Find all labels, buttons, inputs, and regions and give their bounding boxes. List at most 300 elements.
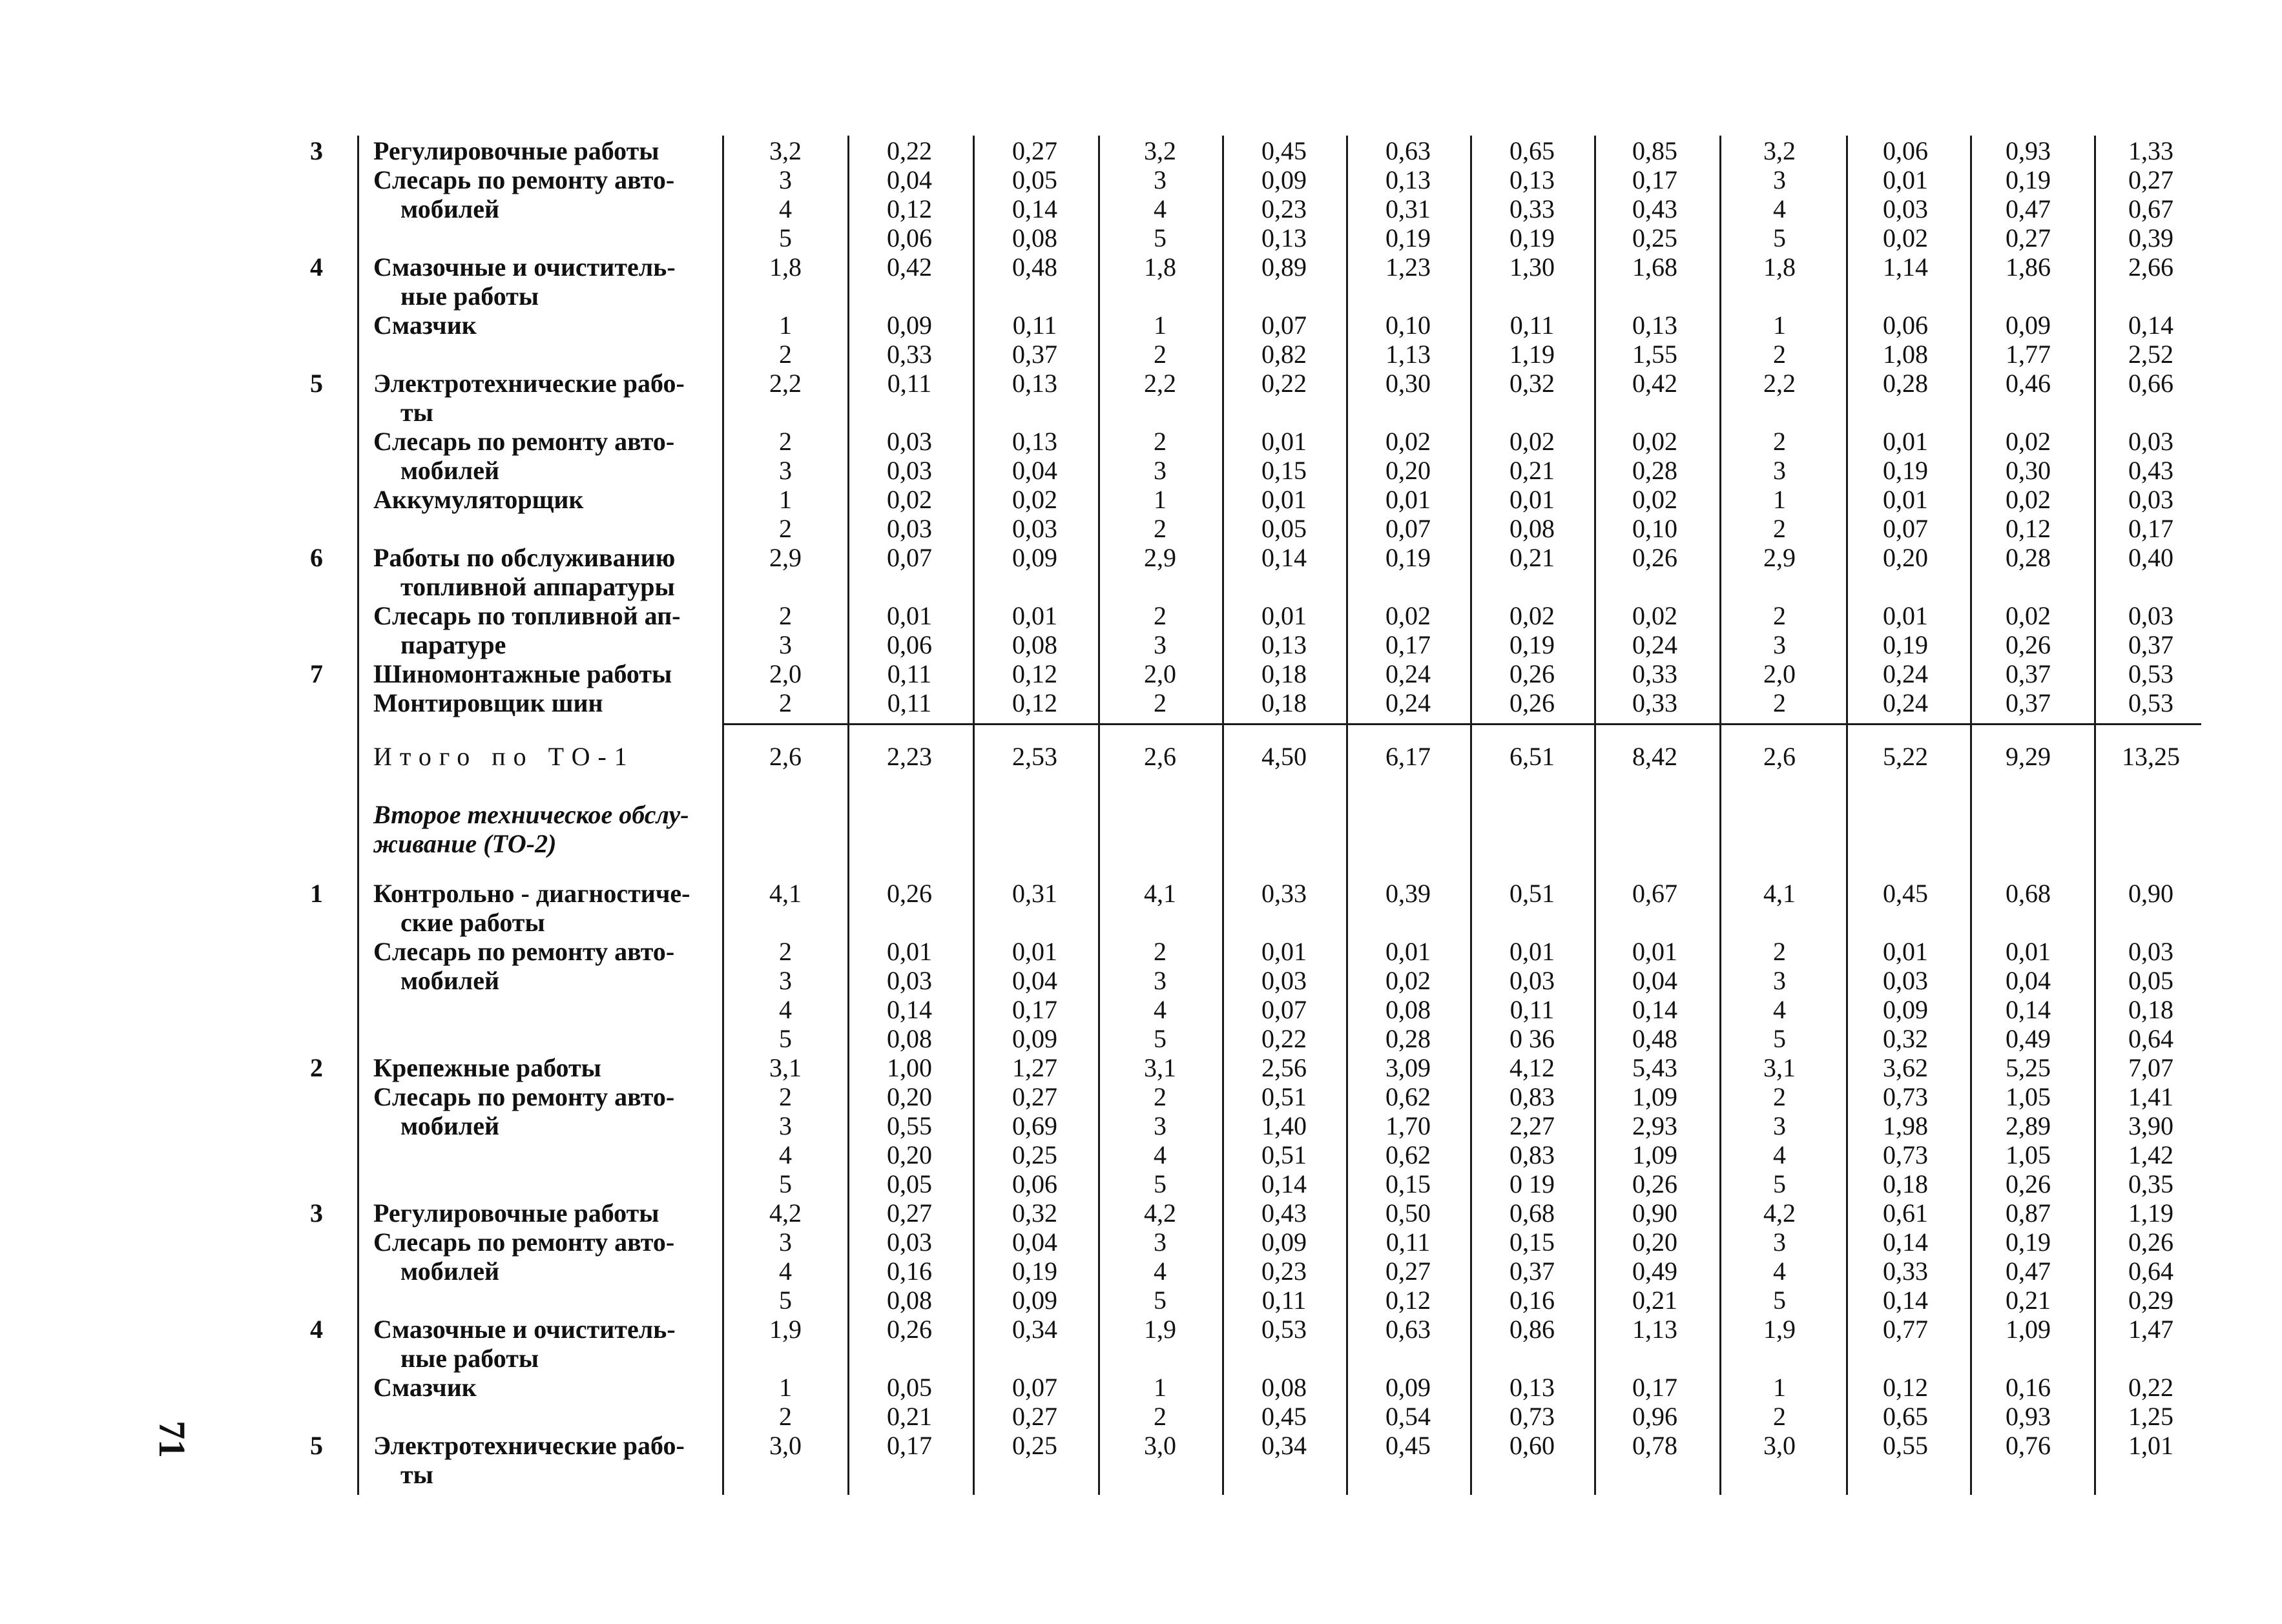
value-cell: 0,53 [2128,659,2173,688]
value-cell: 0,04 [1012,966,1057,995]
value-cell: 0,45 [1261,1402,1307,1431]
value-cell: 0,93 [2006,136,2051,165]
value-cell: 1,23 [1385,252,1431,282]
value-cell: 3 [779,966,792,995]
value-cell: 0,27 [887,1198,932,1228]
value-cell: 0,49 [2006,1024,2051,1053]
value-cell: 0,04 [2006,966,2051,995]
value-cell: 0,33 [1509,194,1555,223]
value-cell: 0,07 [1385,514,1431,543]
value-cell: 0,28 [2006,543,2051,572]
row-number: 5 [310,369,323,398]
value-cell: 0,17 [887,1431,932,1460]
value-cell: 0,09 [1883,995,1928,1024]
value-cell: 0,32 [1012,1198,1057,1228]
value-cell: 0,42 [887,252,932,282]
value-cell: 0,15 [1261,456,1307,485]
value-cell: 5 [1773,1169,1786,1198]
value-cell: 0,07 [1883,514,1928,543]
value-cell: 0,46 [2006,369,2051,398]
value-cell: 0,03 [887,514,932,543]
value-cell: 4,50 [1261,742,1307,771]
value-cell: 0,24 [1883,688,1928,717]
value-cell: 0,07 [1261,995,1307,1024]
value-cell: 0,05 [887,1169,932,1198]
value-cell: 3 [1773,1111,1786,1140]
value-cell: 0,77 [1883,1315,1928,1344]
value-cell: 1,05 [2006,1082,2051,1111]
value-cell: 2,2 [1144,369,1176,398]
value-cell: 0,33 [1632,659,1677,688]
value-cell: 0,18 [1261,688,1307,717]
value-cell: 0,01 [2006,937,2051,966]
value-cell: 0,26 [887,879,932,908]
value-cell: 0,19 [1509,630,1555,659]
value-cell: 0,40 [2128,543,2173,572]
value-cell: 5 [779,1286,792,1315]
value-cell: 3 [1154,165,1167,194]
value-cell: 0,43 [1261,1198,1307,1228]
value-cell: 0,86 [1509,1315,1555,1344]
value-cell: 0,03 [1261,966,1307,995]
value-cell: 0,43 [2128,456,2173,485]
value-cell: 0,54 [1385,1402,1431,1431]
value-cell: 0,73 [1883,1082,1928,1111]
value-cell: 7,07 [2128,1053,2173,1082]
value-cell: 0,01 [1012,937,1057,966]
value-cell: 3 [1154,1111,1167,1140]
value-cell: 0,03 [1012,514,1057,543]
value-cell: 0,67 [2128,194,2173,223]
value-cell: 0,50 [1385,1198,1431,1228]
value-cell: 2,0 [1763,659,1796,688]
value-cell: 4 [1154,995,1167,1024]
value-cell: 0,19 [2006,1228,2051,1257]
value-cell: 4 [1154,1257,1167,1286]
value-cell: 0,12 [1883,1373,1928,1402]
row-label: ные работы [400,282,539,311]
value-cell: 2,9 [769,543,802,572]
value-cell: 2 [1154,1082,1167,1111]
value-cell: 0,08 [1509,514,1555,543]
value-cell: 13,25 [2122,742,2180,771]
value-cell: 0,31 [1012,879,1057,908]
value-cell: 0,26 [2006,630,2051,659]
value-cell: 0,66 [2128,369,2173,398]
value-cell: 0,62 [1385,1140,1431,1169]
value-cell: 0,29 [2128,1286,2173,1315]
value-cell: 0,76 [2006,1431,2051,1460]
value-cell: 1,8 [1763,252,1796,282]
value-cell: 0,14 [1632,995,1677,1024]
value-cell: 0,20 [1632,1228,1677,1257]
value-cell: 2 [779,427,792,456]
value-cell: 4 [779,995,792,1024]
column-rule-1 [722,136,724,1495]
value-cell: 2 [779,937,792,966]
value-cell: 2 [1154,601,1167,630]
value-cell: 0,21 [1632,1286,1677,1315]
value-cell: 0,02 [1509,427,1555,456]
value-cell: 2 [1154,1402,1167,1431]
value-cell: 1,30 [1509,252,1555,282]
value-cell: 6,17 [1385,742,1431,771]
value-cell: 0,13 [1012,427,1057,456]
value-cell: 0,26 [2128,1228,2173,1257]
value-cell: 4 [1773,995,1786,1024]
value-cell: 0,08 [887,1024,932,1053]
value-cell: 0,11 [1261,1286,1307,1315]
value-cell: 0,01 [1883,601,1928,630]
value-cell: 2 [779,1402,792,1431]
value-cell: 1 [1154,1373,1167,1402]
value-cell: 0,06 [887,630,932,659]
page-number: 71 [151,1421,193,1458]
value-cell: 2 [779,688,792,717]
value-cell: 3 [779,1111,792,1140]
value-cell: 0,08 [887,1286,932,1315]
value-cell: 0,18 [1883,1169,1928,1198]
value-cell: 0,62 [1385,1082,1431,1111]
row-label: Слесарь по топливной ап- [373,601,681,630]
value-cell: 0,19 [1385,543,1431,572]
value-cell: 0,83 [1509,1140,1555,1169]
value-cell: 0,24 [1632,630,1677,659]
value-cell: 0,37 [1012,340,1057,369]
value-cell: 1,00 [887,1053,932,1082]
value-cell: 0,11 [1012,311,1057,340]
value-cell: 4,2 [769,1198,802,1228]
value-cell: 4 [779,194,792,223]
value-cell: 1 [1154,311,1167,340]
value-cell: 0,03 [887,1228,932,1257]
value-cell: 0,19 [1883,630,1928,659]
value-cell: 0,22 [1261,369,1307,398]
value-cell: 2,89 [2006,1111,2051,1140]
value-cell: 0,37 [1509,1257,1555,1286]
value-cell: 1,9 [769,1315,802,1344]
value-cell: 0,45 [1261,136,1307,165]
value-cell: 0,30 [2006,456,2051,485]
value-cell: 1,98 [1883,1111,1928,1140]
value-cell: 2 [779,1082,792,1111]
value-cell: 0,01 [1261,601,1307,630]
value-cell: 0,24 [1883,659,1928,688]
value-cell: 0,39 [2128,223,2173,252]
value-cell: 0,17 [2128,514,2173,543]
value-cell: 2 [1773,937,1786,966]
section-title: живание (ТО-2) [373,829,557,858]
value-cell: 2,93 [1632,1111,1677,1140]
value-cell: 0,61 [1883,1198,1928,1228]
value-cell: 0,04 [1012,1228,1057,1257]
column-rule-6 [1346,136,1348,1495]
value-cell: 0,23 [1261,194,1307,223]
value-cell: 0,01 [1883,485,1928,514]
value-cell: 3,62 [1883,1053,1928,1082]
value-cell: 0,12 [887,194,932,223]
value-cell: 0,17 [1385,630,1431,659]
value-cell: 0,02 [1385,427,1431,456]
value-cell: 5,25 [2006,1053,2051,1082]
value-cell: 2,6 [1763,742,1796,771]
value-cell: 5 [1154,223,1167,252]
value-cell: 0,01 [1883,165,1928,194]
value-cell: 0,21 [1509,543,1555,572]
value-cell: 0,09 [1385,1373,1431,1402]
value-cell: 2 [1773,688,1786,717]
value-cell: 3,0 [1763,1431,1796,1460]
value-cell: 0,43 [1632,194,1677,223]
value-cell: 0,09 [1261,165,1307,194]
value-cell: 0,51 [1261,1140,1307,1169]
value-cell: 0,23 [1261,1257,1307,1286]
value-cell: 1,42 [2128,1140,2173,1169]
value-cell: 0,09 [1012,1286,1057,1315]
row-number: 3 [310,136,323,165]
value-cell: 1 [1773,1373,1786,1402]
value-cell: 0,04 [1012,456,1057,485]
value-cell: 0,19 [1012,1257,1057,1286]
value-cell: 0,11 [887,659,932,688]
value-cell: 5 [779,1024,792,1053]
value-cell: 0,20 [1385,456,1431,485]
value-cell: 0,08 [1261,1373,1307,1402]
row-number: 5 [310,1431,323,1460]
value-cell: 3,09 [1385,1053,1431,1082]
value-cell: 2,23 [887,742,932,771]
value-cell: 0,01 [1012,601,1057,630]
value-cell: 4,1 [769,879,802,908]
value-cell: 0,26 [1632,543,1677,572]
value-cell: 4,2 [1144,1198,1176,1228]
value-cell: 3 [1154,630,1167,659]
value-cell: 2,0 [1144,659,1176,688]
value-cell: 0,11 [1385,1228,1431,1257]
value-cell: 0,14 [887,995,932,1024]
value-cell: 0,14 [2006,995,2051,1024]
row-label: ские работы [400,908,545,937]
value-cell: 3 [1154,1228,1167,1257]
value-cell: 0,20 [887,1140,932,1169]
value-cell: 9,29 [2006,742,2051,771]
value-cell: 0,08 [1012,630,1057,659]
value-cell: 0,02 [1632,427,1677,456]
value-cell: 2,53 [1012,742,1057,771]
value-cell: 2 [1154,514,1167,543]
value-cell: 4,12 [1509,1053,1555,1082]
value-cell: 0,03 [2128,427,2173,456]
value-cell: 0,12 [2006,514,2051,543]
value-cell: 0,02 [1012,485,1057,514]
value-cell: 0,06 [887,223,932,252]
value-cell: 5 [779,223,792,252]
value-cell: 2 [779,340,792,369]
value-cell: 5,43 [1632,1053,1677,1082]
value-cell: 2 [1773,1402,1786,1431]
value-cell: 0,31 [1385,194,1431,223]
value-cell: 2 [1773,514,1786,543]
value-cell: 0,10 [1385,311,1431,340]
row-number: 2 [310,1053,323,1082]
value-cell: 0,37 [2006,659,2051,688]
value-cell: 5 [1773,1286,1786,1315]
value-cell: 0,14 [1883,1228,1928,1257]
value-cell: 0,13 [1261,630,1307,659]
value-cell: 0,18 [1261,659,1307,688]
value-cell: 1 [779,485,792,514]
value-cell: 3,1 [1763,1053,1796,1082]
value-cell: 0,34 [1261,1431,1307,1460]
value-cell: 4 [1154,194,1167,223]
value-cell: 0,21 [1509,456,1555,485]
value-cell: 1,09 [2006,1315,2051,1344]
value-cell: 1,14 [1883,252,1928,282]
value-cell: 0,30 [1385,369,1431,398]
row-label: ные работы [400,1344,539,1373]
value-cell: 1,9 [1144,1315,1176,1344]
column-rule-0 [357,136,359,1495]
value-cell: 4,1 [1144,879,1176,908]
value-cell: 0,09 [1261,1228,1307,1257]
value-cell: 2 [779,514,792,543]
value-cell: 0,16 [2006,1373,2051,1402]
value-cell: 0,01 [1261,485,1307,514]
value-cell: 1,55 [1632,340,1677,369]
row-label: Работы по обслуживанию [373,543,676,572]
value-cell: 0,01 [1883,937,1928,966]
row-label: Слесарь по ремонту авто- [373,165,675,194]
value-cell: 0,69 [1012,1111,1057,1140]
value-cell: 1 [1154,485,1167,514]
value-cell: 1,47 [2128,1315,2173,1344]
value-cell: 0,11 [887,688,932,717]
value-cell: 0,01 [1261,937,1307,966]
section-separator [722,723,2201,725]
value-cell: 3,2 [1763,136,1796,165]
value-cell: 2,2 [1763,369,1796,398]
value-cell: 0,22 [2128,1373,2173,1402]
value-cell: 0,09 [887,311,932,340]
row-label: паратуре [400,630,506,659]
value-cell: 2 [1773,601,1786,630]
value-cell: 0,01 [1385,937,1431,966]
value-cell: 3 [779,165,792,194]
row-label: Смазочные и очиститель- [373,1315,676,1344]
value-cell: 0,13 [1509,165,1555,194]
value-cell: 0,04 [887,165,932,194]
value-cell: 5 [1773,223,1786,252]
value-cell: 6,51 [1509,742,1555,771]
value-cell: 0,19 [1883,456,1928,485]
value-cell: 0,03 [1883,194,1928,223]
value-cell: 0,14 [1012,194,1057,223]
value-cell: 0,07 [887,543,932,572]
value-cell: 2 [1154,340,1167,369]
value-cell: 4 [1154,1140,1167,1169]
value-cell: 2 [1773,340,1786,369]
value-cell: 0,27 [1385,1257,1431,1286]
value-cell: 2,6 [769,742,802,771]
value-cell: 0,13 [1509,1373,1555,1402]
value-cell: 0,06 [1012,1169,1057,1198]
value-cell: 1 [1773,485,1786,514]
value-cell: 3 [1154,456,1167,485]
value-cell: 0,68 [2006,879,2051,908]
row-label: Слесарь по ремонту авто- [373,937,675,966]
value-cell: 0,01 [1632,937,1677,966]
value-cell: 0,17 [1632,165,1677,194]
value-cell: 0,14 [1261,543,1307,572]
value-cell: 0,04 [1632,966,1677,995]
value-cell: 0,63 [1385,136,1431,165]
value-cell: 2 [1154,937,1167,966]
column-rule-8 [1594,136,1596,1495]
value-cell: 0,51 [1509,879,1555,908]
section-title: Второе техническое обслу- [373,800,689,829]
value-cell: 2,9 [1144,543,1176,572]
value-cell: 0,78 [1632,1431,1677,1460]
value-cell: 0,48 [1632,1024,1677,1053]
value-cell: 0,68 [1509,1198,1555,1228]
value-cell: 0,51 [1261,1082,1307,1111]
value-cell: 1,01 [2128,1431,2173,1460]
value-cell: 3 [779,456,792,485]
value-cell: 0,22 [887,136,932,165]
value-cell: 0,25 [1012,1140,1057,1169]
column-rule-4 [1098,136,1100,1495]
row-label: Слесарь по ремонту авто- [373,1082,675,1111]
value-cell: 1,9 [1763,1315,1796,1344]
value-cell: 0,83 [1509,1082,1555,1111]
value-cell: 0,73 [1509,1402,1555,1431]
row-label: ты [400,398,433,427]
value-cell: 1,19 [1509,340,1555,369]
column-rule-7 [1470,136,1472,1495]
column-rule-9 [1719,136,1721,1495]
value-cell: 4 [1773,194,1786,223]
value-cell: 0,27 [1012,136,1057,165]
value-cell: 0,32 [1883,1024,1928,1053]
row-label: мобилей [400,456,500,485]
value-cell: 0,27 [1012,1402,1057,1431]
row-label: Смазочные и очиститель- [373,252,676,282]
value-cell: 0,26 [1509,659,1555,688]
row-label: мобилей [400,1257,500,1286]
value-cell: 3 [1773,165,1786,194]
value-cell: 0,64 [2128,1257,2173,1286]
value-cell: 0,27 [1012,1082,1057,1111]
value-cell: 1,13 [1632,1315,1677,1344]
value-cell: 3,0 [769,1431,802,1460]
value-cell: 1,25 [2128,1402,2173,1431]
value-cell: 0,37 [2128,630,2173,659]
row-label: ты [400,1460,433,1489]
value-cell: 2 [779,601,792,630]
value-cell: 2 [1773,1082,1786,1111]
value-cell: 0,01 [1509,485,1555,514]
value-cell: 0,03 [1509,966,1555,995]
value-cell: 0,09 [1012,1024,1057,1053]
value-cell: 0,08 [1012,223,1057,252]
value-cell: 0,45 [1883,879,1928,908]
value-cell: 2,9 [1763,543,1796,572]
value-cell: 1,68 [1632,252,1677,282]
value-cell: 4,2 [1763,1198,1796,1228]
value-cell: 0,03 [2128,937,2173,966]
value-cell: 4 [779,1257,792,1286]
value-cell: 0,02 [887,485,932,514]
